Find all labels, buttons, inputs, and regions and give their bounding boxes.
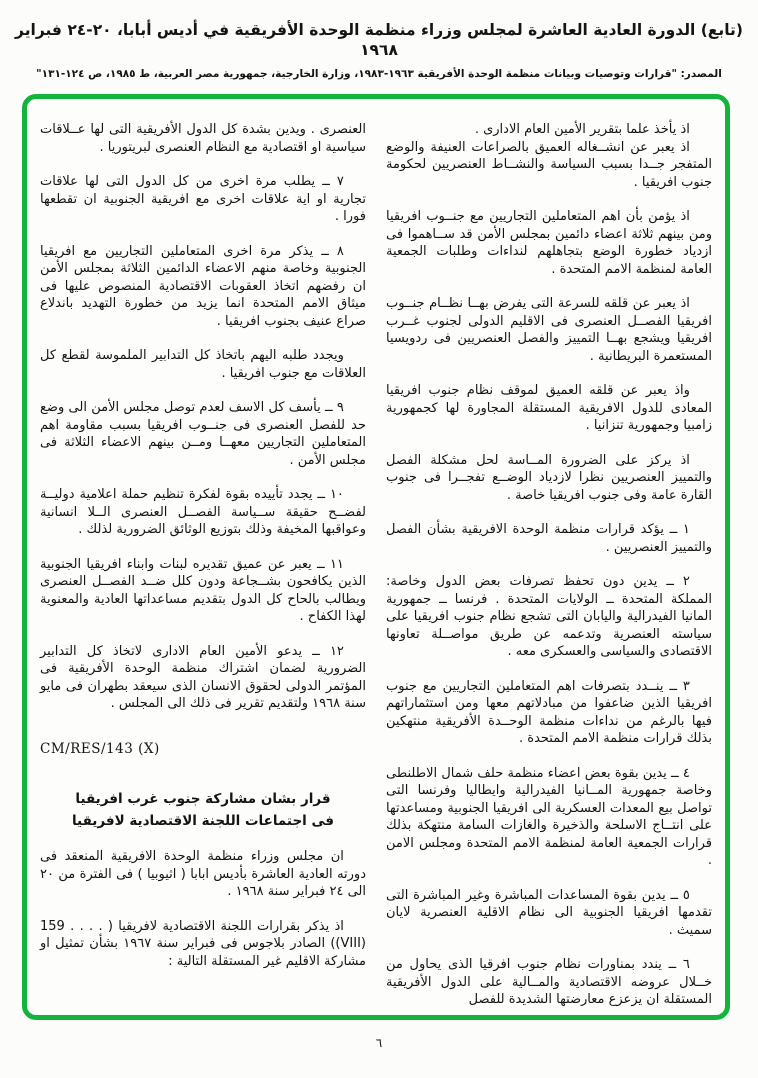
paragraph-item-12: ١٢ ــ يدعو الأمين العام الادارى لاتخاذ كل التدابير الضرورية لضمان اشتراك منظمة الوحدة الأفريقية فى المؤتمر الدولى لحقوق الانسان الذى سيعقد بطهران فى مايو سنة ١٩٦٨ ولتقديم تقرير فى ذلك الى المجلس . xyxy=(40,643,366,711)
paragraph-item-3: ٣ ــ ينــدد بتصرفات اهم المتعاملين التجاريين مع جنوب افريقيا الذين ضاعفوا من مبادلاتهم معها ومن استثماراتهم فيها بالرغم من نداءات منظمة الوحــدة الأفريقية منتهكين بذلك قرارات منظمة الامم المتحدة . xyxy=(386,678,712,746)
paragraph: اذ يأخذ علما بتقرير الأمين العام الادارى . xyxy=(474,122,690,137)
paragraph: اذ يركز على الضرورة المــاسة لحل مشكلة الفصل والتمييز العنصريين نظرا لازدياد الوضــع تفجــرا فى جنوب القارة عامة وفى جنوب افريقيا خاصة . xyxy=(386,452,712,503)
paragraph-item-4: ٤ ــ يدين بقوة بعض اعضاء منظمة حلف شمال الاطلنطى وخاصة جمهورية المــانيا الفيدرالية وايطاليا وفرنسا التى تواصل بيع المعدات العسكرية الى افريقيا الجنوبية ومساعدتها على انتــاج الاسلحة والذخيرة والغازات السامة منتهكة بذلك قرارات الجمعية العامة لمنظمة الامم المتحدة ومجلس الامن . xyxy=(386,765,712,868)
paragraph: اذ يعبر عن انشــغاله العميق بالصراعات العنيفة والوضع المتفجر جــدا بسبب السياسة والنشــاط العنصريين لحكومة جنوب افريقيا . xyxy=(386,139,712,190)
column-second-left xyxy=(40,121,366,1015)
page-number: ٦ xyxy=(375,1036,383,1050)
green-frame xyxy=(22,94,730,1020)
paragraph-item-2: ٢ ــ يدين دون تحفظ تصرفات بعض الدول وخاصة: المملكة المتحدة ــ الولايات المتحدة . فرنسا ــ جمهورية المانيا الفيدرالية واليابان التى تشجع نظام جنوب افريقيا على سياسته العنصرية وتدعمه عن طريق مواصــلة تعاونها الاقتصادى والسياسى والعسكرى معه . xyxy=(386,574,712,659)
paragraph-item-5: ٥ ــ يدين بقوة المساعدات المباشرة وغير المباشرة التى تقدمها افريقيا الجنوبية الى نظام الاقلية العنصرية لايان سميث . xyxy=(386,887,712,938)
column-first-right xyxy=(386,121,712,1015)
paragraph-item-8: ٨ ــ يذكر مرة اخرى المتعاملين التجاريين مع افريقيا الجنوبية وخاصة منهم الاعضاء الدائمين الثلاثة بمجلس الأمن ان رفضهم اتخاذ العقوبات الاقتصادية المنصوص عليها فى ميثاق الامم المتحدة انما يزيد من خطورة التهديد باندلاع صراع عنيف بجنوب افريقيا . xyxy=(40,243,366,329)
resolution-title xyxy=(40,788,366,832)
paragraph: اذ يذكر بقرارات اللجنة الاقتصادية لافريقيا ( . . . . 159 (VIII)) الصادر بلاجوس فى فبراير سنة ١٩٦٧ بشأن تمثيل او مشاركة الاقليم غير المستقلة التالية : xyxy=(40,918,366,969)
paragraph-item-7: ٧ ــ يطلب مرة اخرى من كل الدول التى لها علاقات تجارية او اية علاقات اخرى مع افريقية الجنوبية ان تقطعها فورا . xyxy=(40,174,366,224)
paragraph: ان مجلس وزراء منظمة الوحدة الافريقية المنعقد فى دورته العادية العاشرة بأديس ابابا ( اثيوبيا ) فى الفترة من ٢٠ الى ٢٤ فبراير سنة ١٩٦٨ . xyxy=(40,849,366,899)
resolution-title-line2: فى اجتماعات اللجنة الاقتصادية لافريقيا xyxy=(71,813,335,829)
paragraph-item-11: ١١ ــ يعبر عن عميق تقديره لبنات وابناء افريقيا الجنوبية الذين يكافحون بشــجاعة ودون كلل ضــد الفصــل العنصرى ويطالب بالحاح كل الدول بتقديم مساعداتها العادية والمعنوية لهذا الكفاح . xyxy=(40,556,366,624)
paragraph-item-6: ٦ ــ يندد بمناورات نظام جنوب افرقيا الذى يحاول من خــلال عروضه الاقتصادية والمــالية على الدول الأفريقية المستقلة ان يزعزع معارضتها الشديدة للفصل xyxy=(386,957,712,1007)
paragraph: واذ يعبر عن قلقه العميق لموقف نظام جنوب افريقيا المعادى للدول الافريقية المستقلة المجاورة لها كجمهورية زامبيا وجمهورية تنزانيا . xyxy=(386,383,712,433)
paragraph-item-10: ١٠ ــ يجدد تأييده بقوة لفكرة تنظيم حملة اعلامية دوليــة لفضــح حقيقة ســياسة الفصــل العنصرى الــلا انسانية وعواقبها المخيفة وذلك بتوزيع الوثائق الضرورية لذلك . xyxy=(40,487,366,537)
page-header xyxy=(0,20,758,81)
paragraph-continuation: العنصرى . ويدين بشدة كل الدول الأفريقية التى لها عــلاقات سياسية او اقتصادية مع النظام العنصرى لبريتوريا . xyxy=(40,122,366,155)
two-column-layout xyxy=(27,99,725,1015)
paragraph: ويجدد طلبه اليهم باتخاذ كل التدابير الملموسة لقطع كل العلاقات مع جنوب افريقيا . xyxy=(40,348,366,381)
header-title: (تابع) الدورة العادية العاشرة لمجلس وزراء منظمة الوحدة الأفريقية في أديس أبابا، ٢٠-٢٤ فبراير ١٩٦٨ xyxy=(15,21,743,59)
paragraph-item-1: ١ ــ يؤكد قرارات منظمة الوحدة الافريقية بشأن الفصل والتمييز العنصريين . xyxy=(386,522,712,555)
paragraph-item-9: ٩ ــ يأسف كل الاسف لعدم توصل مجلس الأمن الى وضع حد للفصل العنصرى فى جنــوب افريقيا بسبب مقاومة اهم المتعاملين التجاريين معهــا ومــن بينهم الاعضاء الثلاثة فى مجلس الأمن . xyxy=(40,400,366,468)
header-source-line: المصدر: "قرارات وتوصيات وبيانات منظمة الوحدة الأفريقية ١٩٦٣-١٩٨٣، وزارة الخارجية، جمهورية مصر العربية، ط ١٩٨٥، ص ١٢٤-١٣١" xyxy=(36,68,722,80)
paragraph: اذ يعبر عن قلقه للسرعة التى يفرض بهــا نظــام جنــوب افريقيا الفصــل العنصرى فى الاقليم الدولى لجنوب غــرب افريقيا ويشجع بهــا التمييز والفصل العنصريين فى ردويسيا المستعمرة البريطانية . xyxy=(386,296,712,364)
resolution-title-line1: قرار بشان مشاركة جنوب غرب افريقيا xyxy=(75,791,331,807)
resolution-reference: CM/RES/143 (X) xyxy=(40,740,160,757)
paragraph: اذ يؤمن بأن اهم المتعاملين التجاريين مع جنــوب افريقيا ومن بينهم ثلاثة اعضاء دائمين بمجلس الأمن قد ســاهموا فى ازدياد خطورة الوضع بتجاهلهم لنداءات وطلبات الجمعية العامة لمنظمة الامم المتحدة . xyxy=(386,209,712,277)
